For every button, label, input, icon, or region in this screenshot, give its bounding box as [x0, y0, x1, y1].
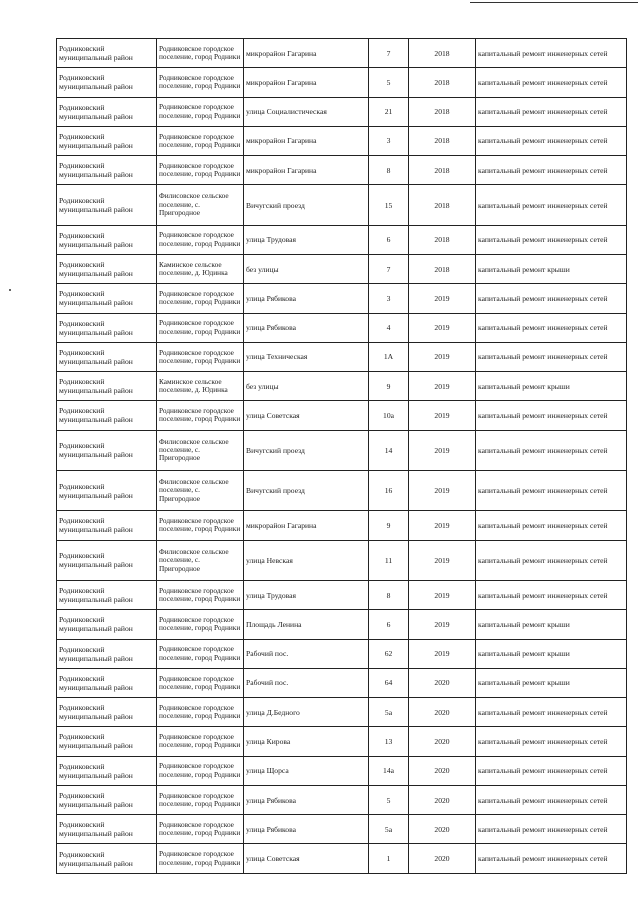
cell-year: 2019 — [409, 401, 476, 430]
cell-district: Родниковский муниципальный район — [57, 39, 157, 68]
cell-work-type: капитальный ремонт инженерных сетей — [476, 727, 627, 756]
cell-street: улица Кирова — [244, 727, 369, 756]
cell-street: без улицы — [244, 372, 369, 401]
cell-work-type: капитальный ремонт инженерных сетей — [476, 39, 627, 68]
cell-work-type: капитальный ремонт инженерных сетей — [476, 698, 627, 727]
cell-house-number: 3 — [369, 284, 409, 313]
cell-work-type: капитальный ремонт инженерных сетей — [476, 225, 627, 254]
cell-settlement: Родниковское городское поселение, город Родники — [157, 727, 244, 756]
cell-settlement: Филисовское сельское поселение, с. Пригородное — [157, 430, 244, 470]
cell-street: улица Рябикова — [244, 785, 369, 814]
margin-mark — [9, 289, 11, 291]
cell-district: Родниковский муниципальный район — [57, 97, 157, 126]
cell-house-number: 14 — [369, 430, 409, 470]
table-row — [57, 401, 627, 430]
cell-house-number: 1А — [369, 342, 409, 371]
cell-settlement: Родниковское городское поселение, город Родники — [157, 284, 244, 313]
cell-year: 2019 — [409, 313, 476, 342]
cell-house-number: 10а — [369, 401, 409, 430]
cell-district: Родниковский муниципальный район — [57, 126, 157, 155]
cell-settlement: Родниковское городское поселение, город Родники — [157, 97, 244, 126]
cell-work-type: капитальный ремонт инженерных сетей — [476, 756, 627, 785]
cell-district: Родниковский муниципальный район — [57, 68, 157, 97]
cell-year: 2018 — [409, 97, 476, 126]
cell-settlement: Филисовское сельское поселение, с. Пригородное — [157, 540, 244, 580]
cell-year: 2018 — [409, 68, 476, 97]
cell-settlement: Родниковское городское поселение, город Родники — [157, 511, 244, 540]
cell-work-type: капитальный ремонт инженерных сетей — [476, 581, 627, 610]
cell-settlement: Родниковское городское поселение, город Родники — [157, 610, 244, 639]
cell-house-number: 5 — [369, 68, 409, 97]
cell-year: 2018 — [409, 185, 476, 225]
cell-district: Родниковский муниципальный район — [57, 785, 157, 814]
cell-house-number: 21 — [369, 97, 409, 126]
cell-district: Родниковский муниципальный район — [57, 225, 157, 254]
table-row — [57, 342, 627, 371]
cell-settlement: Каминское сельское поселение, д. Юдинка — [157, 254, 244, 283]
table-row — [57, 785, 627, 814]
table-row — [57, 815, 627, 844]
cell-settlement: Родниковское городское поселение, город Родники — [157, 698, 244, 727]
cell-year: 2018 — [409, 126, 476, 155]
cell-district: Родниковский муниципальный район — [57, 254, 157, 283]
cell-house-number: 7 — [369, 39, 409, 68]
cell-settlement: Родниковское городское поселение, город Родники — [157, 668, 244, 697]
cell-work-type: капитальный ремонт инженерных сетей — [476, 430, 627, 470]
cell-settlement: Родниковское городское поселение, город Родники — [157, 313, 244, 342]
cell-year: 2019 — [409, 284, 476, 313]
cell-work-type: капитальный ремонт инженерных сетей — [476, 68, 627, 97]
cell-work-type: капитальный ремонт инженерных сетей — [476, 470, 627, 510]
cell-year: 2019 — [409, 470, 476, 510]
cell-house-number: 5а — [369, 698, 409, 727]
cell-street: Вичугский проезд — [244, 430, 369, 470]
cell-work-type: капитальный ремонт инженерных сетей — [476, 284, 627, 313]
cell-district: Родниковский муниципальный район — [57, 156, 157, 185]
cell-street: улица Техническая — [244, 342, 369, 371]
cell-house-number: 62 — [369, 639, 409, 668]
cell-settlement: Родниковское городское поселение, город Родники — [157, 639, 244, 668]
table-row — [57, 610, 627, 639]
cell-street: микрорайон Гагарина — [244, 126, 369, 155]
cell-settlement: Родниковское городское поселение, город Родники — [157, 342, 244, 371]
cell-year: 2020 — [409, 698, 476, 727]
cell-district: Родниковский муниципальный район — [57, 313, 157, 342]
table-row — [57, 540, 627, 580]
table-row — [57, 430, 627, 470]
cell-house-number: 13 — [369, 727, 409, 756]
cell-street: Рабочий пос. — [244, 639, 369, 668]
cell-work-type: капитальный ремонт инженерных сетей — [476, 126, 627, 155]
cell-house-number: 6 — [369, 225, 409, 254]
table-row — [57, 313, 627, 342]
table-row — [57, 156, 627, 185]
cell-year: 2020 — [409, 727, 476, 756]
table-row — [57, 68, 627, 97]
cell-work-type: капитальный ремонт инженерных сетей — [476, 156, 627, 185]
cell-district: Родниковский муниципальный район — [57, 284, 157, 313]
cell-settlement: Родниковское городское поселение, город Родники — [157, 815, 244, 844]
table-row — [57, 284, 627, 313]
cell-work-type: капитальный ремонт инженерных сетей — [476, 844, 627, 874]
cell-house-number: 4 — [369, 313, 409, 342]
cell-work-type: капитальный ремонт крыши — [476, 668, 627, 697]
cell-work-type: капитальный ремонт инженерных сетей — [476, 97, 627, 126]
table-row — [57, 756, 627, 785]
cell-work-type: капитальный ремонт крыши — [476, 639, 627, 668]
cell-settlement: Филисовское сельское поселение, с. Пригородное — [157, 470, 244, 510]
cell-house-number: 5а — [369, 815, 409, 844]
cell-street: Вичугский проезд — [244, 185, 369, 225]
cell-settlement: Родниковское городское поселение, город Родники — [157, 68, 244, 97]
table-row — [57, 698, 627, 727]
cell-settlement: Родниковское городское поселение, город Родники — [157, 126, 244, 155]
cell-street: улица Щорса — [244, 756, 369, 785]
cell-house-number: 16 — [369, 470, 409, 510]
cell-year: 2018 — [409, 254, 476, 283]
cell-street: микрорайон Гагарина — [244, 156, 369, 185]
cell-district: Родниковский муниципальный район — [57, 698, 157, 727]
cell-house-number: 1 — [369, 844, 409, 874]
table-body — [57, 39, 627, 874]
cell-district: Родниковский муниципальный район — [57, 372, 157, 401]
cell-street: улица Невская — [244, 540, 369, 580]
cell-year: 2020 — [409, 785, 476, 814]
cell-street: улица Трудовая — [244, 581, 369, 610]
table-row — [57, 639, 627, 668]
cell-street: улица Советская — [244, 401, 369, 430]
cell-street: микрорайон Гагарина — [244, 39, 369, 68]
table-row — [57, 39, 627, 68]
cell-settlement: Родниковское городское поселение, город Родники — [157, 785, 244, 814]
cell-street: улица Д.Бедного — [244, 698, 369, 727]
cell-district: Родниковский муниципальный район — [57, 727, 157, 756]
cell-work-type: капитальный ремонт инженерных сетей — [476, 815, 627, 844]
cell-house-number: 6 — [369, 610, 409, 639]
cell-year: 2019 — [409, 372, 476, 401]
cell-district: Родниковский муниципальный район — [57, 668, 157, 697]
cell-district: Родниковский муниципальный район — [57, 610, 157, 639]
cell-settlement: Родниковское городское поселение, город Родники — [157, 225, 244, 254]
top-rule — [470, 2, 638, 3]
cell-district: Родниковский муниципальный район — [57, 844, 157, 874]
table-row — [57, 844, 627, 874]
cell-work-type: капитальный ремонт инженерных сетей — [476, 511, 627, 540]
cell-settlement: Родниковское городское поселение, город Родники — [157, 401, 244, 430]
cell-house-number: 3 — [369, 126, 409, 155]
cell-year: 2018 — [409, 156, 476, 185]
cell-year: 2019 — [409, 540, 476, 580]
cell-house-number: 11 — [369, 540, 409, 580]
cell-work-type: капитальный ремонт инженерных сетей — [476, 185, 627, 225]
cell-district: Родниковский муниципальный район — [57, 581, 157, 610]
cell-work-type: капитальный ремонт крыши — [476, 610, 627, 639]
cell-street: улица Советская — [244, 844, 369, 874]
cell-street: улица Рябикова — [244, 815, 369, 844]
cell-settlement: Филисовское сельское поселение, с. Пригородное — [157, 185, 244, 225]
cell-district: Родниковский муниципальный район — [57, 540, 157, 580]
table-row — [57, 372, 627, 401]
cell-house-number: 64 — [369, 668, 409, 697]
cell-work-type: капитальный ремонт инженерных сетей — [476, 313, 627, 342]
repair-schedule-table — [56, 38, 627, 874]
cell-house-number: 7 — [369, 254, 409, 283]
cell-work-type: капитальный ремонт инженерных сетей — [476, 540, 627, 580]
cell-settlement: Родниковское городское поселение, город Родники — [157, 844, 244, 874]
table-row — [57, 668, 627, 697]
cell-house-number: 15 — [369, 185, 409, 225]
cell-house-number: 9 — [369, 372, 409, 401]
cell-work-type: капитальный ремонт инженерных сетей — [476, 401, 627, 430]
cell-settlement: Родниковское городское поселение, город Родники — [157, 756, 244, 785]
cell-work-type: капитальный ремонт крыши — [476, 372, 627, 401]
cell-year: 2019 — [409, 610, 476, 639]
cell-street: микрорайон Гагарина — [244, 68, 369, 97]
cell-year: 2018 — [409, 39, 476, 68]
cell-district: Родниковский муниципальный район — [57, 815, 157, 844]
cell-year: 2018 — [409, 225, 476, 254]
cell-district: Родниковский муниципальный район — [57, 342, 157, 371]
cell-work-type: капитальный ремонт крыши — [476, 254, 627, 283]
cell-house-number: 5 — [369, 785, 409, 814]
cell-street: улица Трудовая — [244, 225, 369, 254]
cell-district: Родниковский муниципальный район — [57, 639, 157, 668]
cell-settlement: Родниковское городское поселение, город Родники — [157, 581, 244, 610]
cell-year: 2019 — [409, 581, 476, 610]
table-row — [57, 126, 627, 155]
cell-street: микрорайон Гагарина — [244, 511, 369, 540]
cell-work-type: капитальный ремонт инженерных сетей — [476, 785, 627, 814]
cell-district: Родниковский муниципальный район — [57, 756, 157, 785]
table-row — [57, 225, 627, 254]
cell-street: без улицы — [244, 254, 369, 283]
cell-year: 2019 — [409, 342, 476, 371]
cell-district: Родниковский муниципальный район — [57, 511, 157, 540]
table-row — [57, 727, 627, 756]
cell-district: Родниковский муниципальный район — [57, 185, 157, 225]
cell-house-number: 8 — [369, 156, 409, 185]
cell-house-number: 14а — [369, 756, 409, 785]
table-row — [57, 254, 627, 283]
cell-year: 2020 — [409, 844, 476, 874]
cell-house-number: 9 — [369, 511, 409, 540]
cell-street: Площадь Ленина — [244, 610, 369, 639]
cell-year: 2019 — [409, 639, 476, 668]
table-row — [57, 97, 627, 126]
table-row — [57, 511, 627, 540]
cell-settlement: Родниковское городское поселение, город Родники — [157, 39, 244, 68]
cell-year: 2020 — [409, 815, 476, 844]
cell-street: улица Социалистическая — [244, 97, 369, 126]
cell-street: Рабочий пос. — [244, 668, 369, 697]
cell-district: Родниковский муниципальный район — [57, 401, 157, 430]
cell-street: улица Рябикова — [244, 284, 369, 313]
table-row — [57, 470, 627, 510]
table-row — [57, 185, 627, 225]
cell-house-number: 8 — [369, 581, 409, 610]
cell-year: 2020 — [409, 756, 476, 785]
cell-year: 2020 — [409, 668, 476, 697]
cell-district: Родниковский муниципальный район — [57, 470, 157, 510]
cell-street: улица Рябикова — [244, 313, 369, 342]
table-row — [57, 581, 627, 610]
cell-district: Родниковский муниципальный район — [57, 430, 157, 470]
cell-settlement: Родниковское городское поселение, город Родники — [157, 156, 244, 185]
cell-year: 2019 — [409, 511, 476, 540]
cell-year: 2019 — [409, 430, 476, 470]
cell-work-type: капитальный ремонт инженерных сетей — [476, 342, 627, 371]
cell-street: Вичугский проезд — [244, 470, 369, 510]
cell-settlement: Каминское сельское поселение, д. Юдинка — [157, 372, 244, 401]
